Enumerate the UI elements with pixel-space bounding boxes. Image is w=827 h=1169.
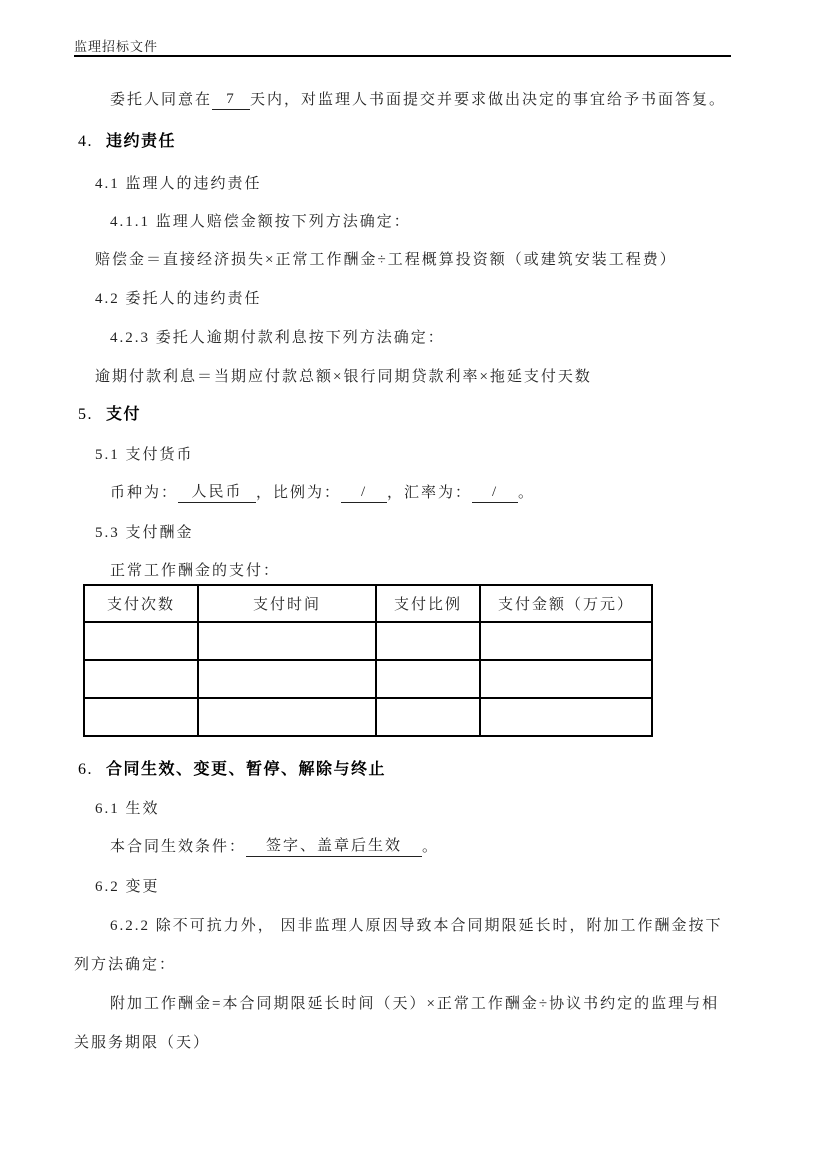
formula-overdue-interest: 逾期付款利息＝当期应付款总额×银行同期贷款利率×拖延支付天数	[95, 369, 592, 385]
clause-6-2-2-line2: 列方法确定：	[74, 957, 177, 973]
table-cell	[480, 698, 652, 736]
section-title: 合同生效、变更、暂停、解除与终止	[106, 761, 387, 778]
paragraph-effective-condition	[110, 837, 439, 857]
section-number: 5.	[78, 406, 93, 423]
column-header-payment-ratio: 支付比例	[376, 585, 480, 622]
table-cell	[84, 660, 198, 698]
table-cell	[376, 660, 480, 698]
table-cell	[84, 698, 198, 736]
paragraph-currency	[110, 483, 535, 503]
clause-5-1: 5.1 支付货币	[95, 447, 194, 463]
section-6-heading	[78, 760, 386, 780]
blank-days: 7	[212, 90, 250, 110]
blank-currency: 人民币	[178, 483, 256, 503]
table-header-row	[84, 585, 652, 622]
formula-additional-fee-line1: 附加工作酬金=本合同期限延长时间（天）×正常工作酬金÷协议书约定的监理与相	[110, 996, 720, 1012]
blank-effective-condition: 签字、盖章后生效	[246, 837, 422, 857]
section-number: 4.	[78, 133, 93, 150]
table-cell	[198, 622, 376, 660]
table-cell	[198, 660, 376, 698]
paragraph-table-intro: 正常工作酬金的支付：	[110, 563, 281, 579]
blank-ratio: /	[341, 483, 387, 503]
column-header-payment-count: 支付次数	[84, 585, 198, 622]
section-title: 支付	[106, 406, 142, 423]
clause-4-1-1: 4.1.1 监理人赔偿金额按下列方法确定：	[110, 214, 411, 230]
table-row	[84, 622, 652, 660]
table-cell	[376, 698, 480, 736]
clause-4-2-3: 4.2.3 委托人逾期付款利息按下列方法确定：	[110, 330, 445, 346]
table-row	[84, 698, 652, 736]
text-segment: 。	[518, 485, 536, 501]
page-header-title: 监理招标文件	[74, 39, 159, 54]
text-segment: 本合同生效条件：	[110, 839, 247, 855]
text-segment: 天内，对监理人书面提交并要求做出决定的事宜给予书面答复。	[250, 92, 727, 108]
table-row	[84, 660, 652, 698]
section-5-heading	[78, 405, 141, 425]
text-segment: 币种为：	[110, 485, 179, 501]
paragraph-reply-deadline	[110, 90, 726, 110]
clause-6-2: 6.2 变更	[95, 879, 160, 895]
section-4-heading	[78, 132, 176, 152]
clause-5-3: 5.3 支付酬金	[95, 525, 194, 541]
section-title: 违约责任	[106, 133, 177, 150]
table-cell	[198, 698, 376, 736]
table-cell	[376, 622, 480, 660]
formula-additional-fee-line2: 关服务期限（天）	[74, 1035, 211, 1051]
blank-exchange-rate: /	[472, 483, 518, 503]
text-segment: ，汇率为：	[387, 485, 473, 501]
text-segment: 。	[422, 839, 440, 855]
formula-compensation: 赔偿金＝直接经济损失×正常工作酬金÷工程概算投资额（或建筑安装工程费）	[95, 252, 677, 268]
payment-table	[83, 584, 653, 737]
text-segment: ，比例为：	[256, 485, 342, 501]
payment-table-body	[84, 622, 652, 736]
clause-4-1: 4.1 监理人的违约责任	[95, 176, 262, 192]
header-rule	[74, 55, 731, 57]
table-cell	[84, 622, 198, 660]
table-cell	[480, 660, 652, 698]
section-number: 6.	[78, 761, 93, 778]
clause-6-1: 6.1 生效	[95, 801, 160, 817]
text-segment: 委托人同意在	[110, 92, 213, 108]
clause-6-2-2-line1: 6.2.2 除不可抗力外， 因非监理人原因导致本合同期限延长时，附加工作酬金按下	[110, 918, 723, 934]
column-header-payment-amount: 支付金额（万元）	[480, 585, 652, 622]
clause-4-2: 4.2 委托人的违约责任	[95, 291, 262, 307]
table-cell	[480, 622, 652, 660]
column-header-payment-time: 支付时间	[198, 585, 376, 622]
